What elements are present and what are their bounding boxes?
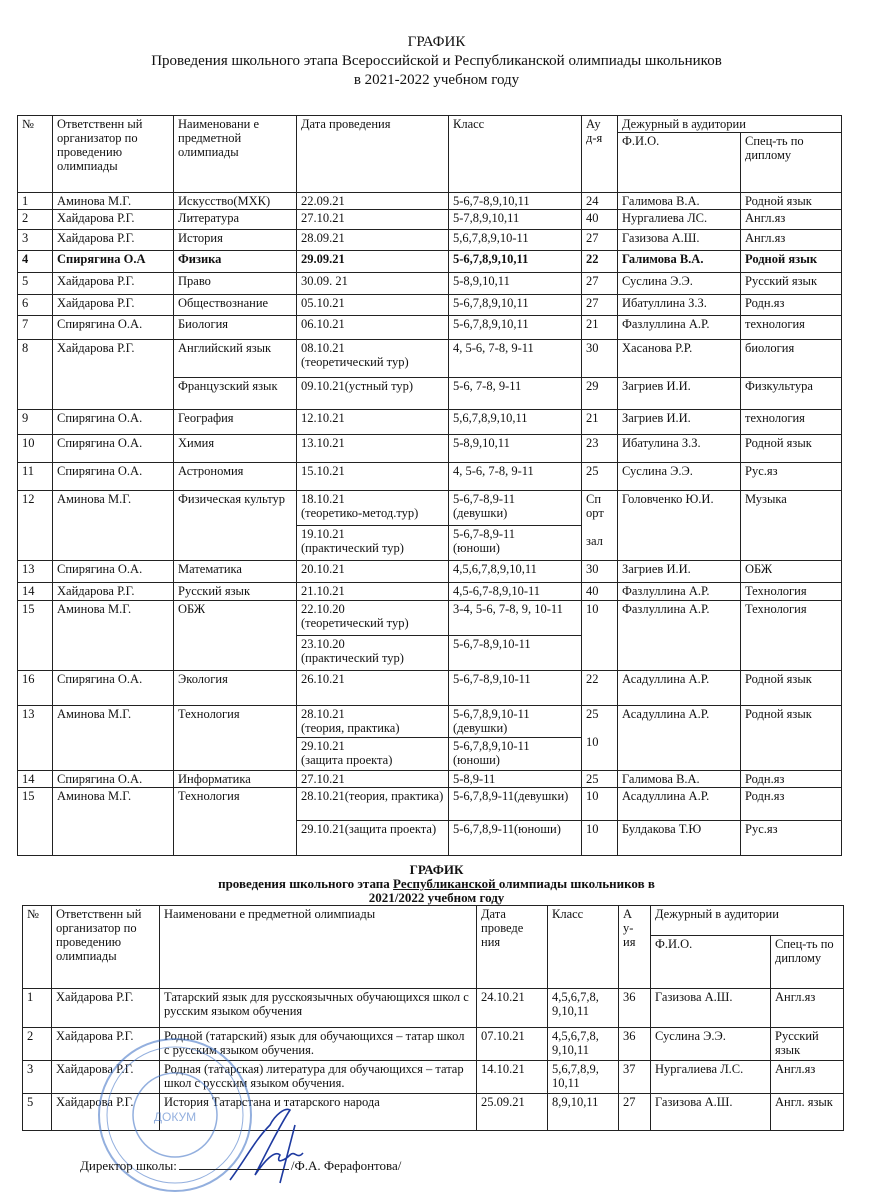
specialty-cell: ОБЖ (741, 561, 842, 583)
date-cell: 08.10.21 (теоретический тур) (297, 340, 449, 378)
duty-fio-cell: Булдакова Т.Ю (618, 821, 741, 856)
date-cell: 28.09.21 (297, 230, 449, 251)
title-text: проведения школьного этапа (218, 876, 394, 891)
class-cell: 4,5,6,7,8, 9,10,11 (548, 989, 619, 1028)
date-cell: 15.10.21 (297, 463, 449, 491)
specialty-cell: Англ. язык (771, 1094, 844, 1131)
header-subject: Наименовани е предметной олимпиады (174, 116, 297, 193)
class-cell: 5-6,7-8,9,10,11 (449, 193, 582, 210)
date-cell: 29.10.21 (защита проекта) (297, 738, 449, 771)
table-row (18, 491, 842, 526)
specialty-cell: технология (741, 316, 842, 340)
organizer-cell: Аминова М.Г. (53, 788, 174, 856)
auditorium-cell: 25 10 (582, 706, 618, 771)
subject-cell: Информатика (174, 771, 297, 788)
header-fio: Ф.И.О. (651, 936, 771, 989)
subject-cell: История Татарстана и татарского народа (160, 1094, 477, 1131)
duty-fio-cell: Нургалиева ЛС. (618, 210, 741, 230)
organizer-cell: Спирягина О.А. (53, 561, 174, 583)
duty-fio-cell: Суслина Э.Э. (618, 463, 741, 491)
class-cell: 4, 5-6, 7-8, 9-11 (449, 463, 582, 491)
table-row (18, 230, 842, 251)
subject-cell: Технология (174, 706, 297, 771)
specialty-cell: Русский язык (741, 273, 842, 295)
second-title-line2: 2021/2022 учебном году (368, 890, 505, 905)
class-cell: 5-6,7,8,9,10-11 (юноши) (449, 738, 582, 771)
svg-text:ДОКУМ: ДОКУМ (153, 1110, 197, 1124)
organizer-cell: Спирягина О.А. (53, 410, 174, 435)
subject-cell: Русский язык (174, 583, 297, 601)
date-cell: 28.10.21(теория, практика) (297, 788, 449, 821)
date-cell: 13.10.21 (297, 435, 449, 463)
date-cell: 29.09.21 (297, 251, 449, 273)
date-cell: 06.10.21 (297, 316, 449, 340)
duty-fio-cell: Загриев И.И. (618, 410, 741, 435)
row-number: 11 (18, 463, 53, 491)
date-cell: 27.10.21 (297, 771, 449, 788)
class-cell: 4,5,6,7,8, 9,10,11 (548, 1028, 619, 1061)
specialty-cell: Англ.яз (741, 230, 842, 251)
organizer-cell: Аминова М.Г. (53, 706, 174, 771)
class-cell: 5-7,8,9,10,11 (449, 210, 582, 230)
auditorium-cell: 24 (582, 193, 618, 210)
class-cell: 4,5,6,7,8,9,10,11 (449, 561, 582, 583)
table-row (18, 340, 842, 378)
organizer-cell: Хайдарова Р.Г. (52, 1028, 160, 1061)
row-number: 13 (18, 561, 53, 583)
specialty-cell: Рус.яз (741, 463, 842, 491)
auditorium-cell: 37 (619, 1061, 651, 1094)
class-cell: 5-6,7,8,9,10-11 (девушки) (449, 706, 582, 738)
row-number: 6 (18, 295, 53, 316)
duty-fio-cell: Асадуллина А.Р. (618, 706, 741, 771)
organizer-cell: Спирягина О.А (53, 251, 174, 273)
specialty-cell: Русский язык (771, 1028, 844, 1061)
auditorium-cell: 22 (582, 671, 618, 706)
date-cell: 20.10.21 (297, 561, 449, 583)
auditorium-cell: 22 (582, 251, 618, 273)
table-row (18, 210, 842, 230)
header-fio: Ф.И.О. (618, 133, 741, 193)
class-cell: 5-6,7,8,9,10,11 (449, 295, 582, 316)
organizer-cell: Аминова М.Г. (53, 601, 174, 671)
class-cell: 4, 5-6, 7-8, 9-11 (449, 340, 582, 378)
table-row (18, 706, 842, 738)
duty-fio-cell: Асадуллина А.Р. (618, 788, 741, 821)
second-title-heading: ГРАФИК (409, 862, 464, 877)
specialty-cell: Родной язык (741, 435, 842, 463)
table-row (18, 463, 842, 491)
table-row (18, 273, 842, 295)
row-number: 10 (18, 435, 53, 463)
auditorium-cell: 10 (582, 821, 618, 856)
header-specialty: Спец-ть по диплому (741, 133, 842, 193)
row-number: 15 (18, 601, 53, 671)
specialty-cell: Родн.яз (741, 788, 842, 821)
subject-cell: Французский язык (174, 378, 297, 410)
table-row (18, 788, 842, 821)
table-row (18, 410, 842, 435)
header-number: № (18, 116, 53, 193)
date-cell: 18.10.21 (теоретико-метод.тур) (297, 491, 449, 526)
duty-fio-cell: Фазлуллина А.Р. (618, 601, 741, 671)
duty-fio-cell: Галимова В.А. (618, 193, 741, 210)
class-cell: 5-6,7,8,9,10,11 (449, 316, 582, 340)
auditorium-cell: 10 (582, 788, 618, 821)
class-cell: 5-6, 7-8, 9-11 (449, 378, 582, 410)
duty-fio-cell: Суслина Э.Э. (651, 1028, 771, 1061)
header-date: Дата проведе ния (477, 906, 548, 989)
row-number: 4 (18, 251, 53, 273)
organizer-cell: Хайдарова Р.Г. (52, 1094, 160, 1131)
organizer-cell: Спирягина О.А. (53, 771, 174, 788)
specialty-cell: Физкультура (741, 378, 842, 410)
specialty-cell: Родной язык (741, 671, 842, 706)
row-number: 1 (23, 989, 52, 1028)
auditorium-cell: 25 (582, 771, 618, 788)
row-number: 2 (23, 1028, 52, 1061)
table-row (18, 316, 842, 340)
table-row (18, 771, 842, 788)
subject-cell: Астрономия (174, 463, 297, 491)
auditorium-cell: 30 (582, 340, 618, 378)
duty-fio-cell: Фазлуллина А.Р. (618, 583, 741, 601)
specialty-cell: Технология (741, 601, 842, 671)
header-auditorium: А у- ия (619, 906, 651, 989)
subject-cell: География (174, 410, 297, 435)
class-cell: 5-6,7-8,9-11 (юноши) (449, 526, 582, 561)
duty-fio-cell: Ибатулина З.З. (618, 435, 741, 463)
duty-fio-cell: Газизова А.Ш. (618, 230, 741, 251)
header-date: Дата проведения (297, 116, 449, 193)
date-cell: 21.10.21 (297, 583, 449, 601)
date-cell: 29.10.21(защита проекта) (297, 821, 449, 856)
organizer-cell: Хайдарова Р.Г. (52, 1061, 160, 1094)
second-title-line1 (0, 877, 873, 891)
table-row (18, 601, 842, 636)
row-number: 2 (18, 210, 53, 230)
date-cell: 12.10.21 (297, 410, 449, 435)
duty-fio-cell: Газизова А.Ш. (651, 1094, 771, 1131)
header-specialty: Спец-ть по диплому (771, 936, 844, 989)
table-row (18, 295, 842, 316)
duty-fio-cell: Загриев И.И. (618, 378, 741, 410)
class-cell: 5-6,7-8,9,10-11 (449, 671, 582, 706)
class-cell: 5,6,7,8,9, 10,11 (548, 1061, 619, 1094)
row-number: 16 (18, 671, 53, 706)
date-cell: 09.10.21(устный тур) (297, 378, 449, 410)
row-number: 12 (18, 491, 53, 561)
class-cell: 5-6,7-8,9,10-11 (449, 636, 582, 671)
specialty-cell: Музыка (741, 491, 842, 561)
organizer-cell: Аминова М.Г. (53, 193, 174, 210)
table-row (23, 989, 844, 1028)
auditorium-cell: 21 (582, 316, 618, 340)
row-number: 8 (18, 340, 53, 410)
specialty-cell: технология (741, 410, 842, 435)
row-number: 7 (18, 316, 53, 340)
title-line2: в 2021-2022 учебном году (353, 72, 520, 88)
date-cell: 26.10.21 (297, 671, 449, 706)
subject-cell: Биология (174, 316, 297, 340)
specialty-cell: Родной язык (741, 251, 842, 273)
second-title (0, 863, 873, 905)
auditorium-cell: 30 (582, 561, 618, 583)
organizer-cell: Хайдарова Р.Г. (53, 230, 174, 251)
auditorium-cell: 27 (582, 295, 618, 316)
row-number: 9 (18, 410, 53, 435)
class-cell: 5-8,9,10,11 (449, 435, 582, 463)
class-cell: 5-8,9-11 (449, 771, 582, 788)
date-cell: 22.10.20 (теоретический тур) (297, 601, 449, 636)
date-cell: 25.09.21 (477, 1094, 548, 1131)
subject-cell: Литература (174, 210, 297, 230)
date-cell: 23.10.20 (практический тур) (297, 636, 449, 671)
subject-cell: Искусство(МХК) (174, 193, 297, 210)
specialty-cell: Рус.яз (741, 821, 842, 856)
subject-cell: Экология (174, 671, 297, 706)
subject-cell: Математика (174, 561, 297, 583)
subject-cell: История (174, 230, 297, 251)
subject-cell: Физическая культур (174, 491, 297, 561)
duty-fio-cell: Суслина Э.Э. (618, 273, 741, 295)
row-number: 3 (23, 1061, 52, 1094)
header-organizer: Ответственн ый организатор по проведению олимпиады (53, 116, 174, 193)
organizer-cell: Хайдарова Р.Г. (53, 340, 174, 410)
organizer-cell: Хайдарова Р.Г. (53, 273, 174, 295)
row-number: 5 (18, 273, 53, 295)
header-duty: Дежурный в аудитории (618, 116, 842, 133)
organizer-cell: Спирягина О.А. (53, 435, 174, 463)
header-number: № (23, 906, 52, 989)
duty-fio-cell: Асадуллина А.Р. (618, 671, 741, 706)
specialty-cell: Англ.яз (771, 989, 844, 1028)
header-class: Класс (449, 116, 582, 193)
organizer-cell: Спирягина О.А. (53, 463, 174, 491)
date-cell: 22.09.21 (297, 193, 449, 210)
header-duty: Дежурный в аудитории (651, 906, 844, 936)
class-cell: 5-6,7-8,9-11 (девушки) (449, 491, 582, 526)
auditorium-cell: 36 (619, 1028, 651, 1061)
date-cell: 27.10.21 (297, 210, 449, 230)
organizer-cell: Хайдарова Р.Г. (52, 989, 160, 1028)
subject-cell: Обществознание (174, 295, 297, 316)
row-number: 14 (18, 583, 53, 601)
class-cell: 5-6,7,8,9-11(девушки) (449, 788, 582, 821)
row-number: 15 (18, 788, 53, 856)
subject-cell: Технология (174, 788, 297, 856)
auditorium-cell: 10 (582, 601, 618, 671)
auditorium-cell: Сп орт зал (582, 491, 618, 561)
organizer-cell: Спирягина О.А. (53, 316, 174, 340)
subject-cell: Английский язык (174, 340, 297, 378)
director-label: Директор школы: (80, 1158, 177, 1173)
auditorium-cell: 27 (582, 273, 618, 295)
row-number: 5 (23, 1094, 52, 1131)
duty-fio-cell: Галимова В.А. (618, 771, 741, 788)
table-row (18, 193, 842, 210)
director-signature-line (80, 1158, 401, 1174)
subject-cell: ОБЖ (174, 601, 297, 671)
auditorium-cell: 27 (619, 1094, 651, 1131)
subject-cell: Химия (174, 435, 297, 463)
class-cell: 5,6,7,8,9,10,11 (449, 410, 582, 435)
row-number: 14 (18, 771, 53, 788)
specialty-cell: Технология (741, 583, 842, 601)
auditorium-cell: 25 (582, 463, 618, 491)
specialty-cell: Родн.яз (741, 295, 842, 316)
table-row (18, 671, 842, 706)
date-cell: 28.10.21 (теория, практика) (297, 706, 449, 738)
specialty-cell: Родной язык (741, 706, 842, 771)
organizer-cell: Хайдарова Р.Г. (53, 583, 174, 601)
class-cell: 5,6,7,8,9,10-11 (449, 230, 582, 251)
duty-fio-cell: Ибатуллина З.З. (618, 295, 741, 316)
table-row (18, 251, 842, 273)
duty-fio-cell: Галимова В.А. (618, 251, 741, 273)
auditorium-cell: 27 (582, 230, 618, 251)
duty-fio-cell: Фазлуллина А.Р. (618, 316, 741, 340)
row-number: 1 (18, 193, 53, 210)
organizer-cell: Аминова М.Г. (53, 491, 174, 561)
date-cell: 05.10.21 (297, 295, 449, 316)
subject-cell: Физика (174, 251, 297, 273)
class-cell: 5-6,7,8,9-11(юноши) (449, 821, 582, 856)
subject-cell: Татарский язык для русскоязычных обучающихся школ с русским языком обучения (160, 989, 477, 1028)
class-cell: 8,9,10,11 (548, 1094, 619, 1131)
date-cell: 19.10.21 (практический тур) (297, 526, 449, 561)
row-number: 3 (18, 230, 53, 251)
title-underlined-text: Республиканской (393, 876, 499, 891)
header-subject: Наименовани е предметной олимпиады (160, 906, 477, 989)
title-heading: ГРАФИК (407, 34, 466, 50)
auditorium-cell: 23 (582, 435, 618, 463)
auditorium-cell: 36 (619, 989, 651, 1028)
table-row (18, 561, 842, 583)
date-cell: 30.09. 21 (297, 273, 449, 295)
date-cell: 14.10.21 (477, 1061, 548, 1094)
header-auditorium: Ау д-я (582, 116, 618, 193)
specialty-cell: биология (741, 340, 842, 378)
title-text: олимпиады школьников в (498, 876, 655, 891)
duty-fio-cell: Хасанова Р.Р. (618, 340, 741, 378)
subject-cell: Родной (татарский) язык для обучающихся – татар школ с русским языком обучения. (160, 1028, 477, 1061)
organizer-cell: Хайдарова Р.Г. (53, 295, 174, 316)
class-cell: 4,5-6,7-8,9,10-11 (449, 583, 582, 601)
header-organizer: Ответственн ый организатор по проведению олимпиады (52, 906, 160, 989)
duty-fio-cell: Головченко Ю.И. (618, 491, 741, 561)
auditorium-cell: 40 (582, 210, 618, 230)
auditorium-cell: 40 (582, 583, 618, 601)
vseros-schedule-table (17, 115, 842, 856)
class-cell: 5-8,9,10,11 (449, 273, 582, 295)
table-row (18, 435, 842, 463)
duty-fio-cell: Загриев И.И. (618, 561, 741, 583)
class-cell: 5-6,7,8,9,10,11 (449, 251, 582, 273)
table-row (18, 583, 842, 601)
date-cell: 24.10.21 (477, 989, 548, 1028)
duty-fio-cell: Газизова А.Ш. (651, 989, 771, 1028)
subject-cell: Право (174, 273, 297, 295)
duty-fio-cell: Нургалиева Л.С. (651, 1061, 771, 1094)
title-line1: Проведения школьного этапа Всероссийской и Республиканской олимпиады школьников (151, 53, 722, 69)
specialty-cell: Родн.яз (741, 771, 842, 788)
specialty-cell: Родной язык (741, 193, 842, 210)
class-cell: 3-4, 5-6, 7-8, 9, 10-11 (449, 601, 582, 636)
specialty-cell: Англ.яз (771, 1061, 844, 1094)
date-cell: 07.10.21 (477, 1028, 548, 1061)
organizer-cell: Хайдарова Р.Г. (53, 210, 174, 230)
row-number: 13 (18, 706, 53, 771)
auditorium-cell: 21 (582, 410, 618, 435)
organizer-cell: Спирягина О.А. (53, 671, 174, 706)
header-class: Класс (548, 906, 619, 989)
document-title (0, 33, 873, 90)
auditorium-cell: 29 (582, 378, 618, 410)
subject-cell: Родная (татарская) литература для обучающихся – татар школ с русским языком обучения. (160, 1061, 477, 1094)
director-name: /Ф.А. Ферафонтова/ (290, 1158, 402, 1173)
specialty-cell: Англ.яз (741, 210, 842, 230)
